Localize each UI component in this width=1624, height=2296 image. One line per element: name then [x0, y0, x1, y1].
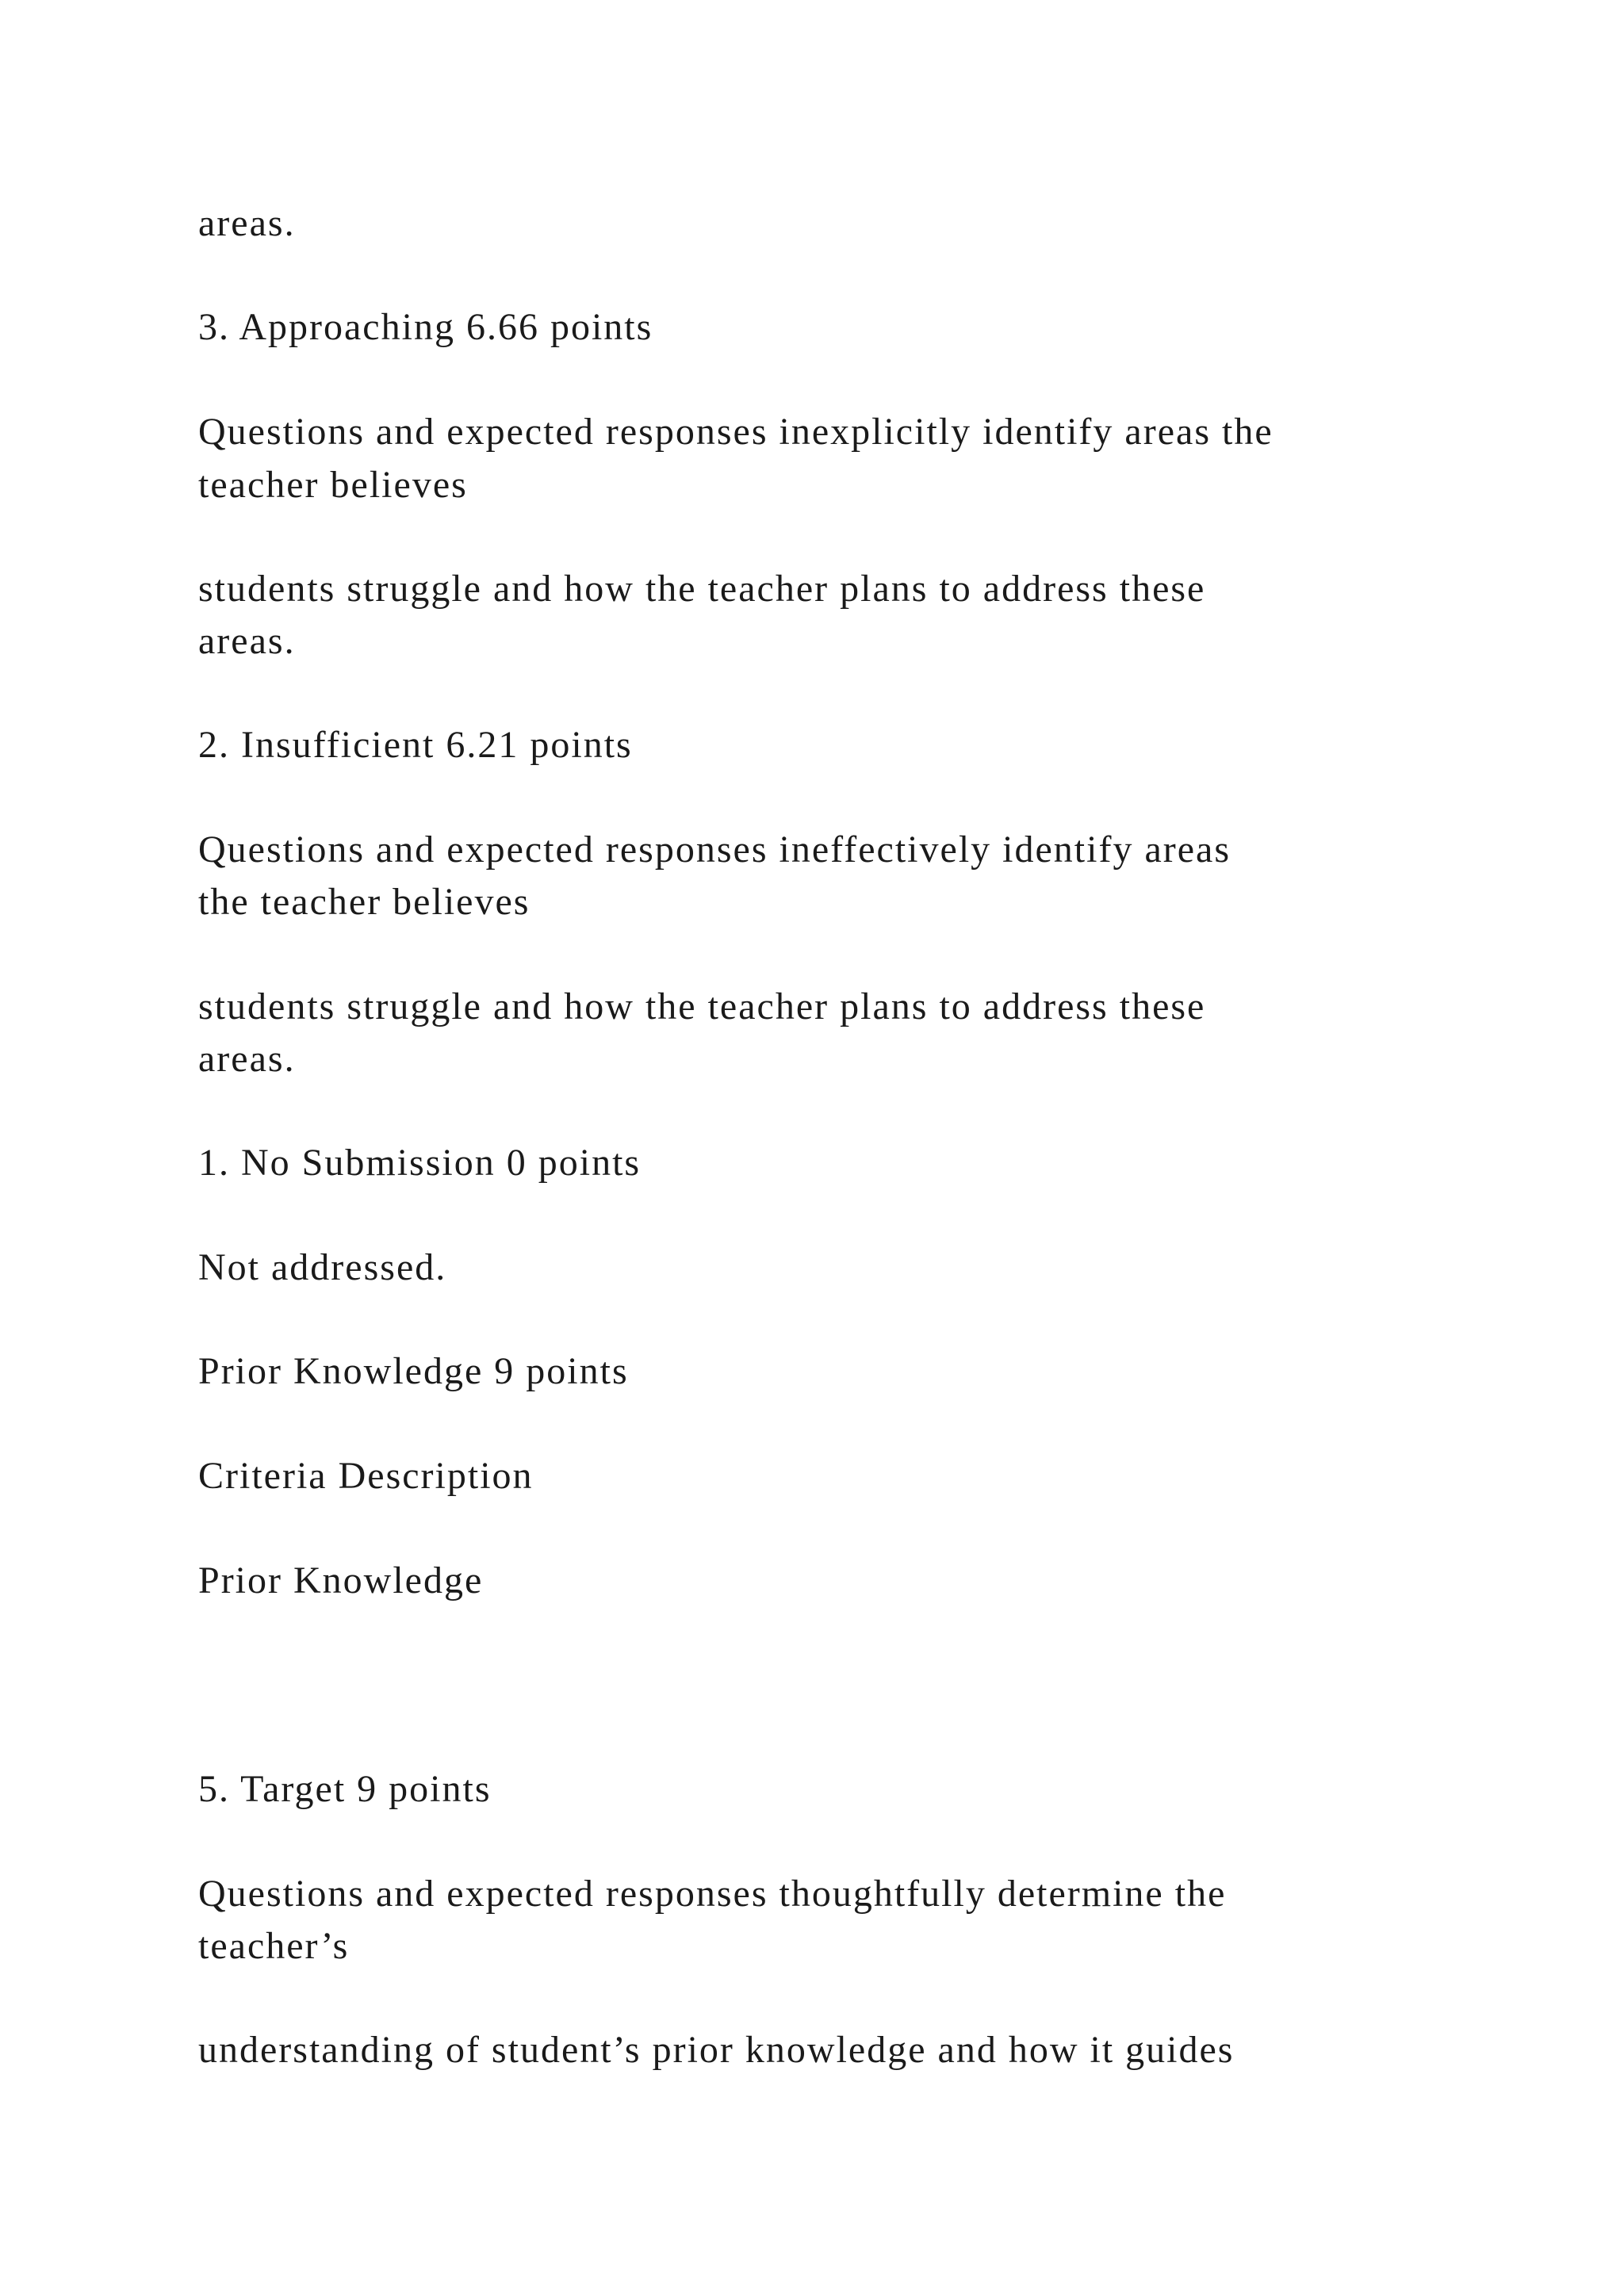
- text-line: Questions and expected responses thoughtfully determine the: [198, 1873, 1227, 1915]
- text-line: Questions and expected responses inexplicitly identify areas the: [198, 411, 1274, 453]
- rubric-level-heading: 1. No Submission 0 points: [198, 1142, 642, 1184]
- text-line: Not addressed.: [198, 1246, 447, 1288]
- text-line: Prior Knowledge: [198, 1559, 484, 1601]
- criterion-heading: Prior Knowledge 9 points: [198, 1350, 629, 1392]
- text-line: teacher believes: [198, 464, 468, 506]
- text-line: Criteria Description: [198, 1455, 534, 1497]
- text-line: areas.: [198, 202, 296, 244]
- text-line: understanding of student’s prior knowledge and how it guides: [198, 2029, 1235, 2071]
- text-line: the teacher believes: [198, 881, 530, 923]
- rubric-level-heading: 5. Target 9 points: [198, 1768, 492, 1810]
- text-line: areas.: [198, 620, 296, 662]
- text-line: teacher’s: [198, 1925, 350, 1967]
- text-line: students struggle and how the teacher plans to address these: [198, 568, 1206, 610]
- rubric-level-heading: 2. Insufficient 6.21 points: [198, 724, 633, 766]
- text-line: areas.: [198, 1038, 296, 1080]
- text-line: students struggle and how the teacher plans to address these: [198, 985, 1206, 1027]
- rubric-level-heading: 3. Approaching 6.66 points: [198, 306, 653, 348]
- text-line: Questions and expected responses ineffectively identify areas: [198, 828, 1231, 871]
